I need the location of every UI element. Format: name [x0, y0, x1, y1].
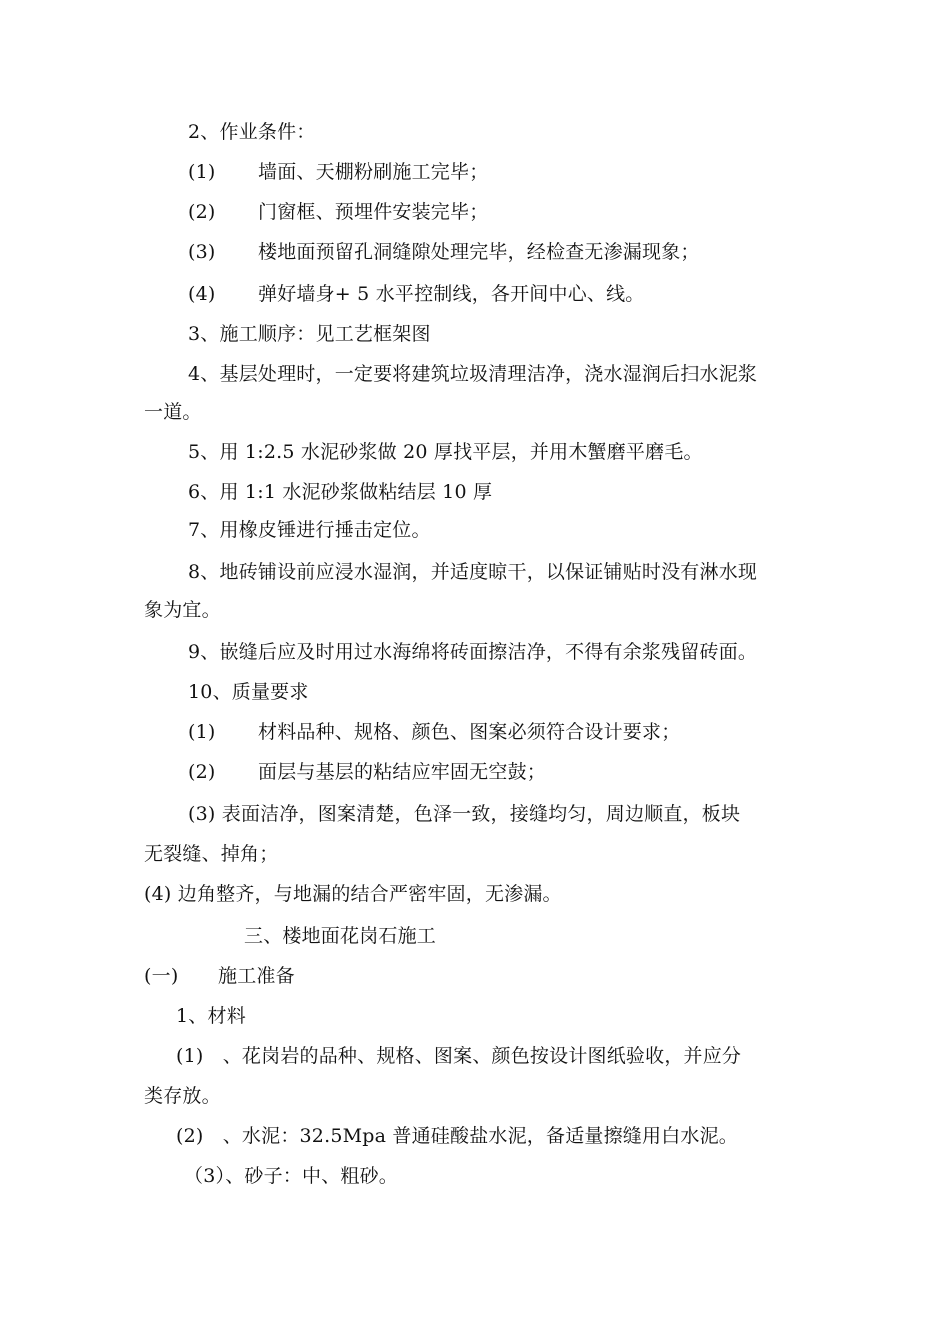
- heading-number: (一): [144, 965, 179, 987]
- paragraph: 1、材料: [176, 1005, 246, 1027]
- list-text: 弹好墙身+ 5 水平控制线，各开间中心、线。: [258, 283, 645, 305]
- paragraph: 3、施工顺序：见工艺框架图: [188, 323, 431, 345]
- paragraph: (2) 、水泥：32.5Mpa 普通硅酸盐水泥，备适量擦缝用白水泥。: [176, 1125, 739, 1147]
- paragraph-continued: 象为宜。: [144, 599, 221, 621]
- list-text: 楼地面预留孔洞缝隙处理完毕，经检查无渗漏现象；: [258, 241, 700, 263]
- list-item: [188, 282, 645, 306]
- list-number: (2): [188, 201, 216, 223]
- list-item: [188, 160, 488, 184]
- paragraph-continued: 类存放。: [144, 1085, 221, 1107]
- list-item: [188, 200, 488, 224]
- list-number: (2): [188, 761, 216, 783]
- paragraph: (1) 、花岗岩的品种、规格、图案、颜色按设计图纸验收，并应分: [176, 1045, 742, 1067]
- paragraph-continued: 一道。: [144, 401, 202, 423]
- list-number: (3): [188, 241, 216, 263]
- list-item: [188, 760, 546, 784]
- paragraph: （3）、砂子：中、粗砂。: [184, 1165, 398, 1187]
- paragraph: 8、地砖铺设前应浸水湿润，并适度晾干，以保证铺贴时没有淋水现: [188, 561, 758, 583]
- list-item: [188, 240, 700, 264]
- section-work-conditions: 2、作业条件：: [188, 121, 316, 143]
- list-item: [188, 720, 680, 744]
- section-heading: 三、楼地面花岗石施工: [244, 925, 437, 947]
- paragraph: 9、嵌缝后应及时用过水海绵将砖面擦洁净，不得有余浆残留砖面。: [188, 641, 758, 663]
- paragraph: 7、用橡皮锤进行捶击定位。: [188, 519, 431, 541]
- heading-text: 施工准备: [218, 965, 295, 987]
- list-number: (4): [188, 283, 216, 305]
- list-text: 门窗框、预埋件安装完毕；: [258, 201, 489, 223]
- paragraph: 4、基层处理时，一定要将建筑垃圾清理洁净，浇水湿润后扫水泥浆: [188, 363, 758, 385]
- section-quality-requirements: 10、质量要求: [188, 681, 309, 703]
- paragraph: 6、用 1:1 水泥砂浆做粘结层 10 厚: [188, 481, 493, 503]
- paragraph: (4) 边角整齐，与地漏的结合严密牢固，无渗漏。: [144, 883, 562, 905]
- paragraph: (3) 表面洁净，图案清楚，色泽一致，接缝均匀，周边顺直，板块: [188, 803, 741, 825]
- paragraph-continued: 无裂缝、掉角；: [144, 843, 279, 865]
- list-text: 材料品种、规格、颜色、图案必须符合设计要求；: [258, 721, 681, 743]
- list-number: (1): [188, 721, 216, 743]
- list-text: 墙面、天棚粉刷施工完毕；: [258, 161, 489, 183]
- subsection-heading: [144, 964, 295, 988]
- list-text: 面层与基层的粘结应牢固无空鼓；: [258, 761, 547, 783]
- paragraph: 5、用 1:2.5 水泥砂浆做 20 厚找平层，并用木蟹磨平磨毛。: [188, 441, 703, 463]
- list-number: (1): [188, 161, 216, 183]
